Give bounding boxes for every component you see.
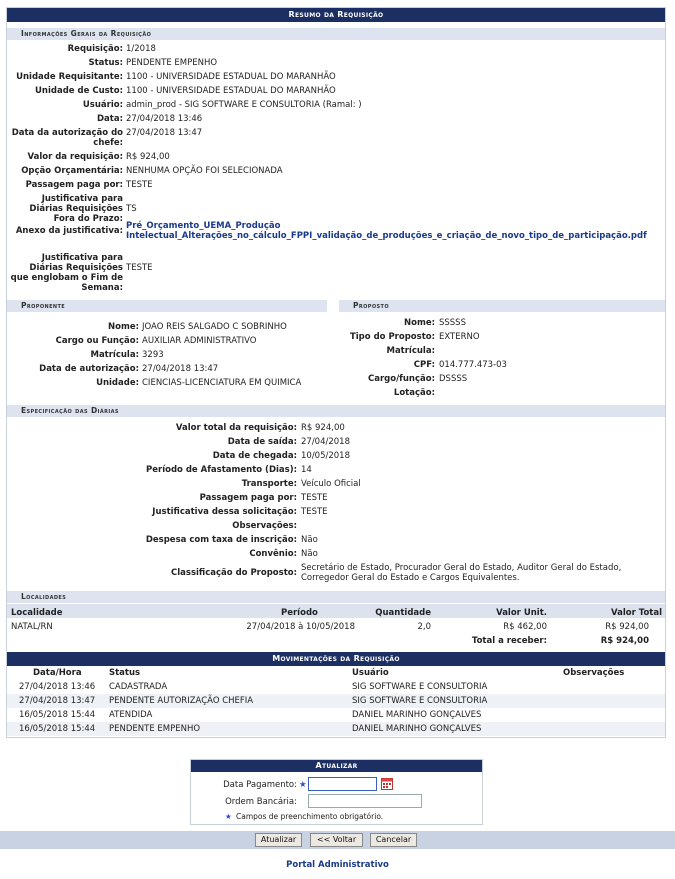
general-value: TESTE [126, 263, 153, 273]
update-form-title: Atualizar [191, 760, 482, 772]
proposed-value: SSSSS [439, 318, 466, 328]
general-value: NENHUMA OPÇÃO FOI SELECIONADA [126, 166, 283, 176]
proposed-header: Proposto [339, 300, 665, 312]
proposed-label: Tipo do Proposto: [349, 332, 435, 342]
diarias-label: Data de chegada: [212, 451, 297, 461]
diarias-label: Classificação do Proposto: [171, 568, 297, 578]
col-localidade: Localidade [11, 608, 63, 618]
general-label: Data: [97, 114, 123, 124]
general-value: 27/04/2018 13:46 [126, 114, 203, 124]
proponent-value: 3293 [142, 350, 164, 360]
proponent-label: Matrícula: [90, 350, 139, 360]
diarias-label: Justificativa dessa solicitação: [152, 507, 297, 517]
general-label: Status: [88, 58, 123, 68]
col-data-hora: Data/Hora [33, 668, 82, 678]
general-value: R$ 924,00 [126, 152, 170, 162]
mov-data-cell: 27/04/2018 13:46 [19, 682, 96, 692]
proponent-label: Unidade: [96, 378, 139, 388]
general-label: Usuário: [82, 100, 123, 110]
voltar-button[interactable]: << Voltar [310, 833, 363, 847]
col-periodo: Período [281, 608, 318, 618]
diarias-label: Observações: [232, 521, 297, 531]
proponent-label: Cargo ou Função: [55, 336, 139, 346]
proposed-label: Cargo/função: [367, 374, 435, 384]
general-label: Opção Orçamentária: [21, 166, 123, 176]
proposed-label: Matrícula: [386, 346, 435, 356]
proponent-value: CIENCIAS-LICENCIATURA EM QUIMICA [142, 378, 302, 388]
diarias-value: Não [301, 549, 318, 559]
movimentacoes-header: Movimentações da Requisição [7, 652, 665, 666]
proposed-value: 014.777.473-03 [439, 360, 507, 370]
general-label: Passagem paga por: [25, 180, 123, 190]
localidade-cell: NATAL/RN [11, 622, 53, 632]
total-value: R$ 924,00 [600, 636, 649, 646]
attachment-link-line2[interactable]: Intelectual_Alterações_no_cálculo_FPPI_validação_de_produções_e_criação_de_novo_tipo_de_participação.pdf [126, 231, 647, 241]
col-observacoes: Observações [563, 668, 625, 678]
data-pagamento-input[interactable] [308, 777, 377, 791]
proposed-label: Nome: [404, 318, 435, 328]
table-row-stripe [7, 694, 665, 708]
diarias-label: Despesa com taxa de inscrição: [145, 535, 297, 545]
general-value: PENDENTE EMPENHO [126, 58, 218, 68]
mov-data-cell: 16/05/2018 15:44 [19, 724, 96, 734]
proponent-value: 27/04/2018 13:47 [142, 364, 219, 374]
general-value: TS [126, 204, 137, 214]
diarias-value: 14 [301, 465, 312, 475]
calendar-icon[interactable] [381, 777, 393, 790]
localidades-table-header [7, 604, 665, 618]
periodo-cell: 27/04/2018 à 10/05/2018 [246, 622, 355, 632]
proposed-label: CPF: [413, 360, 435, 370]
summary-title: Resumo da Requisição [7, 8, 665, 22]
general-info-header: Informações Gerais da Requisição [7, 28, 665, 40]
proponent-label: Data de autorização: [39, 364, 139, 374]
diarias-label: Transporte: [241, 479, 297, 489]
proposed-value: DSSSS [439, 374, 468, 384]
diarias-label: Valor total da requisição: [175, 423, 297, 433]
general-label: Unidade de Custo: [35, 86, 123, 96]
classificacao-line2: Corregedor Geral do Estado e Cargos Equivalentes. [301, 573, 520, 583]
attachment-link-line1[interactable]: Pré_Orçamento_UEMA_Produção [126, 221, 281, 231]
diarias-header: Especificação das Diárias [7, 405, 665, 417]
ordem-bancaria-input[interactable] [308, 794, 422, 808]
general-label: Valor da requisição: [27, 152, 123, 162]
diarias-label: Convênio: [249, 549, 297, 559]
proponent-value: JOAO REIS SALGADO C SOBRINHO [142, 322, 287, 332]
required-note-star-icon: ★ [225, 812, 232, 821]
total-label: Total a receber: [471, 636, 547, 646]
mov-status-cell: CADASTRADA [109, 682, 168, 692]
mov-usuario-cell: DANIEL MARINHO GONÇALVES [352, 710, 482, 720]
diarias-label: Passagem paga por: [199, 493, 297, 503]
general-value: TESTE [126, 180, 153, 190]
required-note: Campos de preenchimento obrigatório. [236, 812, 384, 821]
mov-status-cell: ATENDIDA [109, 710, 153, 720]
quantidade-cell: 2,0 [417, 622, 431, 632]
diarias-value: 10/05/2018 [301, 451, 350, 461]
mov-usuario-cell: DANIEL MARINHO GONÇALVES [352, 724, 482, 734]
mov-status-cell: PENDENTE AUTORIZAÇÃO CHEFIA [109, 696, 254, 706]
update-form [190, 759, 483, 825]
diarias-label: Período de Afastamento (Dias): [146, 465, 297, 475]
classificacao-line1: Secretário de Estado, Procurador Geral do Estado, Auditor Geral do Estado, [301, 563, 622, 573]
mov-data-cell: 16/05/2018 15:44 [19, 710, 96, 720]
general-value: 1100 - UNIVERSIDADE ESTADUAL DO MARANHÃO [126, 86, 336, 96]
diarias-value: TESTE [301, 507, 328, 517]
diarias-value: TESTE [301, 493, 328, 503]
mov-status-cell: PENDENTE EMPENHO [109, 724, 201, 734]
proponent-label: Nome: [108, 322, 139, 332]
general-label: Data da autorização do chefe: [11, 128, 123, 148]
general-value: 1/2018 [126, 44, 156, 54]
diarias-value: Veículo Oficial [301, 479, 361, 489]
mov-usuario-cell: SIG SOFTWARE E CONSULTORIA [352, 696, 488, 706]
general-label: Requisição: [67, 44, 123, 54]
general-value: 1100 - UNIVERSIDADE ESTADUAL DO MARANHÃO [126, 72, 336, 82]
localidades-header: Localidades [7, 591, 665, 603]
diarias-value: R$ 924,00 [301, 423, 345, 433]
col-valor-unit: Valor Unit. [496, 608, 547, 618]
general-label: Anexo da justificativa: [15, 226, 123, 236]
col-valor-total: Valor Total [611, 608, 662, 618]
col-status: Status [109, 668, 141, 678]
data-pagamento-label: Data Pagamento: [223, 780, 297, 790]
cancelar-button[interactable]: Cancelar [370, 833, 417, 847]
general-value: admin_prod - SIG SOFTWARE E CONSULTORIA (Ramal: ) [126, 100, 362, 110]
proposed-value: EXTERNO [439, 332, 480, 342]
mov-usuario-cell: SIG SOFTWARE E CONSULTORIA [352, 682, 488, 692]
proponent-header: Proponente [7, 300, 327, 312]
general-label: Justificativa para Diárias Requisições que englobam o Fim de Semana: [10, 253, 123, 293]
col-quantidade: Quantidade [375, 608, 431, 618]
requisition-summary-panel [6, 7, 666, 738]
portal-administrativo-link[interactable]: Portal Administrativo [286, 860, 389, 870]
general-value: 27/04/2018 13:47 [126, 128, 203, 138]
proposed-label: Lotação: [393, 388, 435, 398]
proponent-value: AUXILIAR ADMINISTRATIVO [142, 336, 257, 346]
mov-data-cell: 27/04/2018 13:47 [19, 696, 96, 706]
general-label: Unidade Requisitante: [16, 72, 123, 82]
valor-total-cell: R$ 924,00 [605, 622, 649, 632]
diarias-label: Data de saída: [227, 437, 297, 447]
atualizar-button[interactable]: Atualizar [255, 833, 302, 847]
diarias-value: 27/04/2018 [301, 437, 350, 447]
diarias-value: Não [301, 535, 318, 545]
required-star-icon: ★ [299, 780, 307, 790]
general-label: Justificativa para Diárias Requisições Fora do Prazo: [29, 194, 123, 224]
col-usuario: Usuário [352, 668, 389, 678]
valor-unit-cell: R$ 462,00 [503, 622, 547, 632]
ordem-bancaria-label: Ordem Bancária: [225, 797, 297, 807]
table-row-stripe [7, 722, 665, 736]
